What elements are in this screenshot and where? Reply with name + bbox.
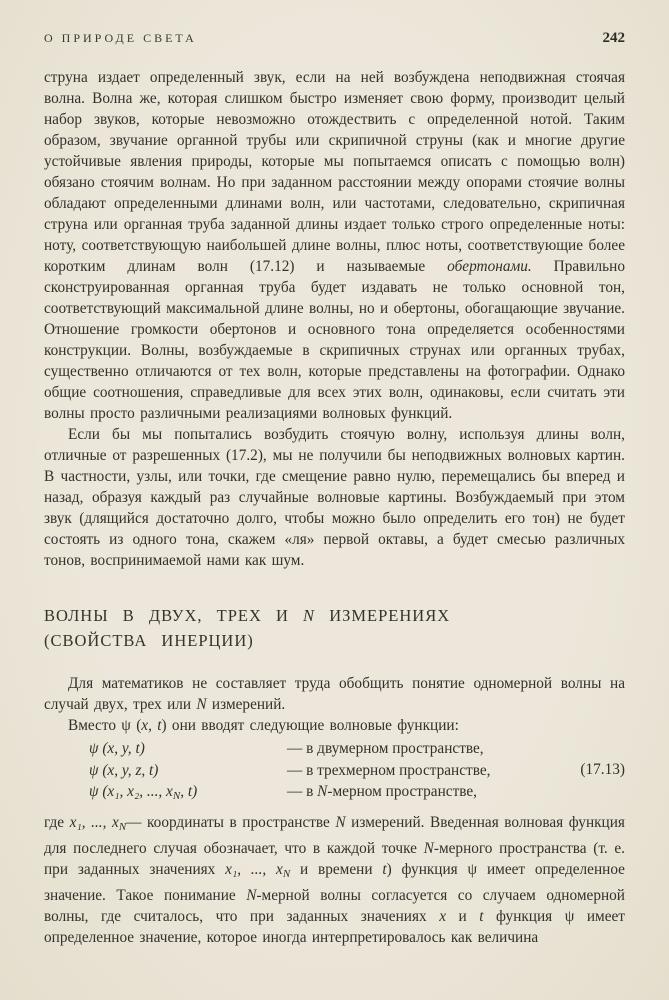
equation-text: -мерном пространстве, — [327, 783, 478, 800]
equation-lhs: ψ (x, y, t) — [89, 740, 145, 757]
emphasized-term: обертонами. — [447, 258, 532, 275]
subscript-n: N — [172, 790, 181, 802]
equation-text: ψ (x₁, x₂, ..., x — [89, 783, 173, 800]
variable-n: N — [335, 813, 346, 831]
paragraph-text: струна издает определенный звук, если на ней возбуждена неподвижная стоячая волна. Волна же, которая слишком быстро изменяет свою форму, производит целый набор звуков, которые невозможно отождествить с определенной нотой. Таким образом, звучание органной трубы или скрипичной струны (как и многие другие устойчивые явления природы, которые мы попытаемся описать с помощью волн) обязано стоячим волнам. Но при заданном расстоянии между опорами стоячие волны обладают определенными длинами волн, или частотами, следовательно, скрипичная струна или органная труба заданной длины издает только строго определенные ноты: ноту, соответствующую наибольшей длине волны, плюс ноты, соответствующие более коротким длинам волн (17.12) и называемые — [44, 69, 625, 275]
heading-text: ИЗМЕРЕНИЯХ — [315, 606, 451, 625]
equation-description — [287, 781, 477, 808]
paragraph-intro-functions — [44, 715, 625, 736]
equation-block-17-13 — [44, 738, 625, 808]
variable-x1-xn: x₁, ..., x — [225, 860, 283, 878]
variable-x1-xn: x₁, ..., x — [69, 813, 119, 831]
paragraph-coordinates — [44, 812, 625, 948]
paragraph-text: измерений. — [206, 696, 286, 713]
equation-row-3d — [89, 760, 625, 782]
equation-description: — в трехмерном пространстве, — [287, 761, 491, 779]
equation-number: (17.13) — [580, 761, 625, 778]
page-body — [44, 67, 625, 948]
paragraph-text: и — [445, 907, 480, 925]
paragraph-continuation — [44, 67, 625, 424]
variable-n: N — [196, 696, 207, 713]
equation-lhs — [89, 781, 287, 808]
heading-text: ВОЛНЫ В ДВУХ, ТРЕХ И — [44, 606, 304, 625]
variable-xt: x, t — [141, 717, 162, 734]
variable-x: x — [439, 907, 446, 925]
equation-lhs: ψ (x, y, z, t) — [89, 761, 159, 779]
variable-t: t — [382, 860, 387, 878]
paragraph-text: функция ψ имеет определенное значение, которое иногда интерпретировалось как величина — [44, 907, 625, 946]
page-number: 242 — [602, 30, 625, 46]
paragraph-text: -мерного пространства (т. е. при заданных значениях — [44, 839, 625, 878]
variable-n: N — [423, 839, 434, 857]
paragraph-text: ) функция ψ имеет определенное значение. Такое понимание — [44, 860, 625, 904]
equation-text: , t) — [180, 783, 198, 800]
variable-t: t — [479, 907, 484, 925]
section-heading-line-1 — [44, 603, 625, 628]
variable-n: N — [317, 783, 328, 800]
paragraph-text: -мерной волны согласуется со случаем одномерной волны, где считалось, что при заданных значениях — [44, 886, 625, 925]
paragraph-text: и времени — [290, 860, 383, 878]
paragraph-text: где — [44, 813, 70, 831]
paragraph-text: Вместо ψ ( — [68, 717, 142, 734]
running-title: О ПРИРОДЕ СВЕТА — [44, 31, 197, 45]
section-heading — [44, 603, 625, 653]
equation-text: — в — [287, 783, 318, 800]
equation-description: — в двумерном пространстве, — [287, 740, 484, 757]
paragraph-text: измерений. Введенная волновая функция для последнего случая обозначает, что в каждой точке — [44, 813, 625, 857]
paragraph-text: Правильно сконструированная органная труба будет издавать не только основной тон, соответствующий максимальной длине волны, но и обертоны, обогащающие звучание. Отношение громкости обертонов и основного тона определяется особенностями конструкции. Волны, возбуждаемые в скрипичных струнах или органных трубах, существенно отличаются от тех волн, которые представлены на фотографии. Однако общие соотношения, справедливые для всех этих волн, одинаковы, если считать эти волны просто различными реализациями волновых функций. — [44, 258, 625, 422]
page-header — [44, 30, 625, 47]
subscript-n: N — [282, 867, 291, 880]
paragraph-text: Для математиков не составляет труда обобщить понятие одномерной волны на случай двух, трех или — [44, 675, 625, 713]
paragraph-standing-waves: Если бы мы попытались возбудить стоячую волну, используя длины волн, отличные от разрешенных (17.2), мы не получили бы неподвижных волновых картин. В частности, узлы, или точки, где смещение равно нулю, перемещались бы вперед и назад, образуя каждый раз случайные волновые картины. Возбуждаемый при этом звук (длящийся достаточно долго, чтобы можно было определить его тон) не будет состоять из одного тона, скажем «ля» первой октавы, а будет смесью различных тонов, воспринимаемой нами как шум. — [44, 426, 625, 569]
paragraph-generalization — [44, 673, 625, 715]
equation-row-nd — [89, 781, 625, 808]
variable-n: N — [246, 886, 257, 904]
section-heading-line-2: (СВОЙСТВА ИНЕРЦИИ) — [44, 631, 254, 650]
subscript-n: N — [118, 820, 127, 833]
equation-row-2d — [89, 738, 625, 760]
heading-variable-n: N — [303, 606, 316, 625]
paragraph-text: — координаты в пространстве — [126, 813, 336, 831]
paragraph-text: ) они вводят следующие волновые функции: — [161, 717, 459, 734]
